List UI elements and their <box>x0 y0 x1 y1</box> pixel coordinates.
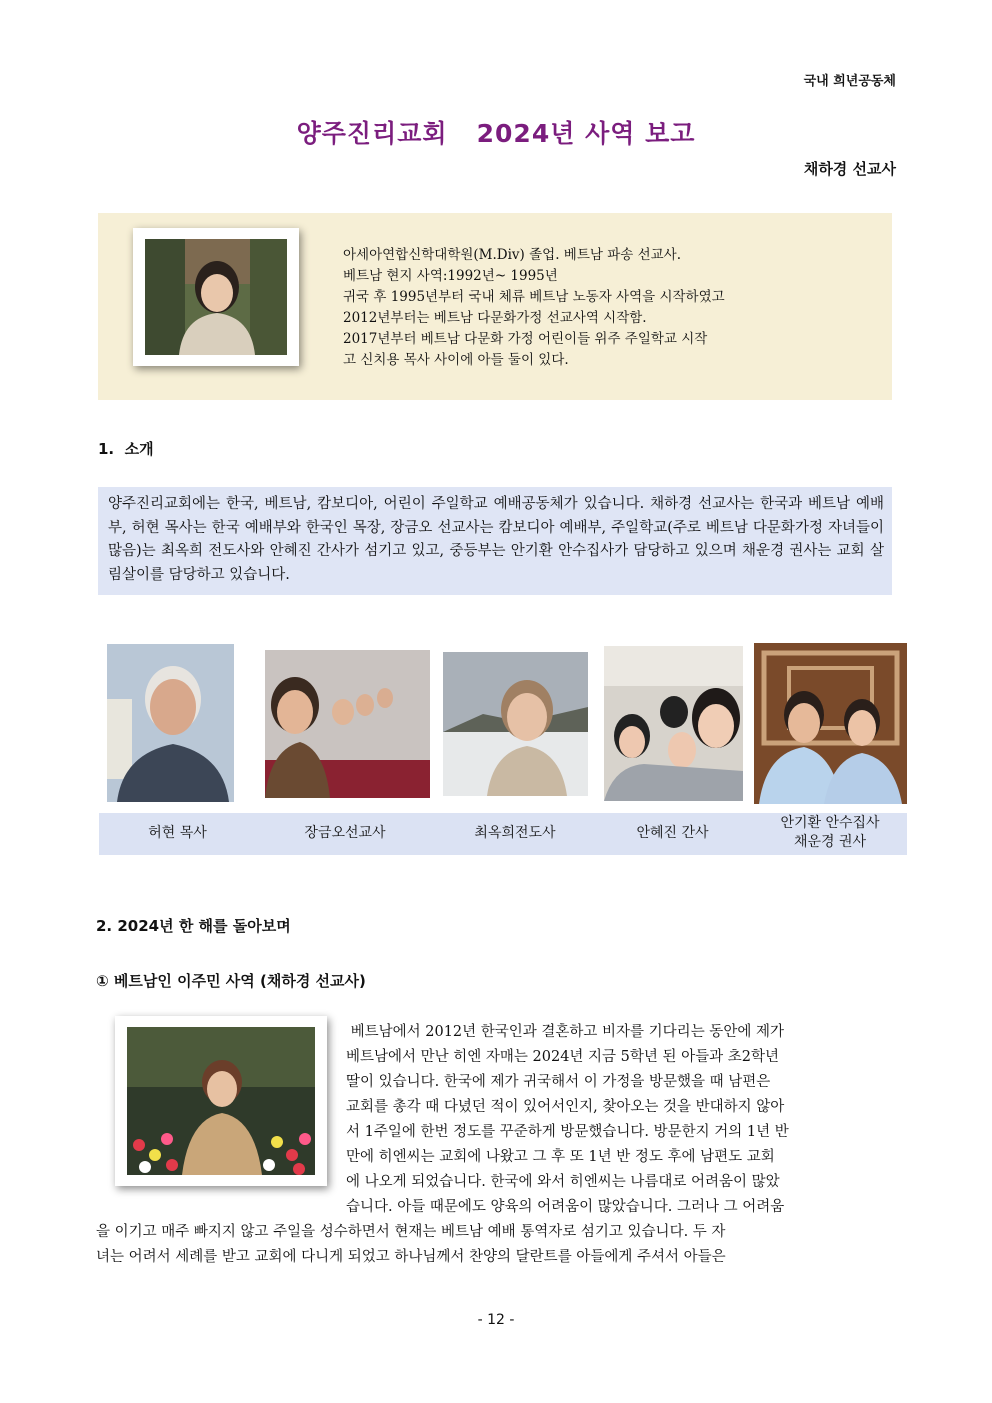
story-photo <box>115 1016 327 1186</box>
profile-line: 귀국 후 1995년부터 국내 체류 베트남 노동자 사역을 시작하였고 <box>343 289 725 305</box>
caption-staff-5 <box>755 814 905 852</box>
caption-staff-2: 장금오선교사 <box>304 825 386 841</box>
story-line: 에 나오게 되었습니다. 한국에 와서 히엔씨는 나름대로 어려움이 많았 <box>346 1174 780 1190</box>
story-line: 을 이기고 매주 빠지지 않고 주일을 성수하면서 현재는 베트남 예배 통역자로 섬기고 있습니다. 두 자 <box>96 1224 726 1240</box>
story-line: 베트남에서 2012년 한국인과 결혼하고 비자를 기다리는 동안에 제가 <box>346 1024 784 1040</box>
caption-staff-3: 최옥희전도사 <box>474 825 556 841</box>
page-number: - 12 - <box>477 1312 515 1328</box>
story-line: 녀는 어려서 세례를 받고 교회에 다니게 되었고 하나님께서 찬양의 달란트를 아들에게 주셔서 아들은 <box>96 1249 726 1265</box>
profile-line: 아세아연합신학대학원(M.Div) 졸업. 베트남 파송 선교사. <box>343 247 681 263</box>
section1-title: 1. 소개 <box>98 440 154 458</box>
profile-text <box>343 245 725 371</box>
story-line: 딸이 있습니다. 한국에 제가 귀국해서 이 가정을 방문했을 때 남편은 <box>346 1074 771 1090</box>
story-line: 베트남에서 만난 히엔 자매는 2024년 지금 5학년 된 아들과 초2학년 <box>346 1049 780 1065</box>
profile-line: 2012년부터는 베트남 다문화가정 선교사역 시작함. <box>343 310 647 326</box>
profile-line: 2017년부터 베트남 다문화 가정 어린이들 위주 주일학교 시작 <box>343 331 708 347</box>
story-line: 습니다. 아들 때문에도 양육의 어려움이 많았습니다. 그러나 그 어려움 <box>346 1199 785 1215</box>
section2-subtitle: ① 베트남인 이주민 사역 (채하경 선교사) <box>96 972 366 990</box>
story-line: 만에 히엔씨는 교회에 나왔고 그 후 또 1년 반 정도 후에 남편도 교회 <box>346 1149 775 1165</box>
author: 채하경 선교사 <box>803 160 896 178</box>
intro-text: 양주진리교회에는 한국, 베트남, 캄보디아, 어린이 주일학교 예배공동체가 있습니다. 채하경 선교사는 한국과 베트남 예배부, 허현 목사는 한국 예배부와 한국인 목장, 장금오 선교사는 캄보디아 예배부, 주일학교(주로 베트남 다문화가정 자녀들이 많음)는 최옥희 전도사와 안혜진 간사가 섬기고 있고, 중등부는 안기환 안수집사가 담당하고 있으며 채운경 권사는 교회 살림살이를 담당하고 있습니다. <box>108 496 884 583</box>
header-category: 국내 희년공동체 <box>803 74 896 89</box>
page-title: 양주진리교회 2024년 사역 보고 <box>296 119 696 148</box>
section2-title: 2. 2024년 한 해를 돌아보며 <box>96 917 291 935</box>
caption-line: 안기환 안수집사 <box>780 815 880 831</box>
staff-photo-3 <box>443 652 588 796</box>
staff-photo-4 <box>604 646 743 801</box>
profile-line: 고 신치용 목사 사이에 아들 둘이 있다. <box>343 352 569 368</box>
profile-line: 베트남 현지 사역:1992년~ 1995년 <box>343 268 558 284</box>
story-wrapped-text <box>346 1020 896 1220</box>
story-line: 교회를 총각 때 다녔던 적이 있어서인지, 찾아오는 것을 반대하지 않아 <box>346 1099 785 1115</box>
caption-line: 채운경 권사 <box>793 834 867 850</box>
staff-photo-1 <box>107 644 234 802</box>
story-full-text <box>96 1220 896 1270</box>
caption-staff-4: 안혜진 간사 <box>636 825 709 841</box>
caption-staff-1: 허현 목사 <box>148 825 207 841</box>
flower-portrait-image <box>127 1027 315 1175</box>
staff-photo-2 <box>265 650 430 798</box>
portrait-image <box>145 239 287 355</box>
staff-photo-5 <box>754 643 907 804</box>
profile-photo <box>133 228 299 366</box>
story-line: 서 1주일에 한번 정도를 꾸준하게 방문했습니다. 방문한지 거의 1년 반 <box>346 1124 789 1140</box>
